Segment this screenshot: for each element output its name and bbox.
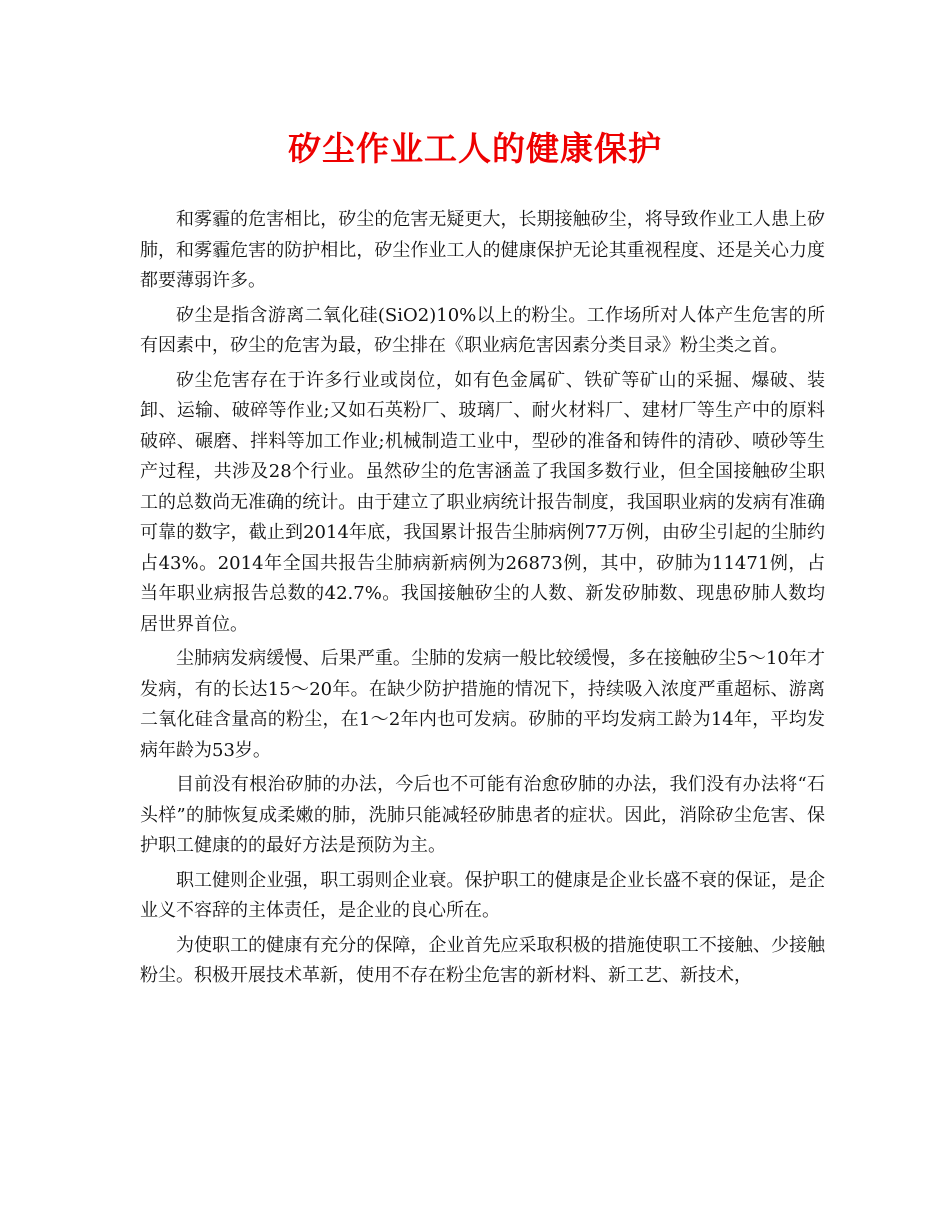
paragraph: 尘肺病发病缓慢、后果严重。尘肺的发病一般比较缓慢，多在接触矽尘5～10年才发病，有的长达15～20年。在缺少防护措施的情况下，持续吸入浓度严重超标、游离二氧化硅含量高的粉尘，在1～2年内也可发病。矽肺的平均发病工龄为14年，平均发病年龄为53岁。 — [140, 648, 825, 761]
paragraph: 矽尘危害存在于许多行业或岗位，如有色金属矿、铁矿等矿山的采掘、爆破、装卸、运输、破碎等作业;又如石英粉厂、玻璃厂、耐火材料厂、建材厂等生产中的原料破碎、碾磨、拌料等加工作业;机械制造工业中，型砂的准备和铸件的清砂、喷砂等生产过程，共涉及28个行业。虽然矽尘的危害涵盖了我国多数行业，但全国接触矽尘职工的总数尚无准确的统计。由于建立了职业病统计报告制度，我国职业病的发病有准确可靠的数字，截止到2014年底，我国累计报告尘肺病例77万例，由矽尘引起的尘肺约占43%。2014年全国共报告尘肺病新病例为26873例，其中，矽肺为11471例，占当年职业病报告总数的42.7%。我国接触矽尘的人数、新发矽肺数、现患矽肺人数均居世界首位。 — [140, 369, 825, 635]
paragraph: 职工健则企业强，职工弱则企业衰。保护职工的健康是企业长盛不衰的保证，是企业义不容辞的主体责任，是企业的良心所在。 — [140, 869, 825, 921]
paragraph: 目前没有根治矽肺的办法，今后也不可能有治愈矽肺的办法，我们没有办法将“石头样”的肺恢复成柔嫩的肺，洗肺只能减轻矽肺患者的症状。因此，消除矽尘危害、保护职工健康的的最好方法是预防为主。 — [140, 774, 825, 856]
document-body — [140, 205, 825, 996]
paragraph: 为使职工的健康有充分的保障，企业首先应采取积极的措施使职工不接触、少接触粉尘。积极开展技术革新，使用不存在粉尘危害的新材料、新工艺、新技术， — [140, 934, 825, 986]
document-title: 矽尘作业工人的健康保护 — [288, 129, 662, 168]
paragraph: 和雾霾的危害相比，矽尘的危害无疑更大，长期接触矽尘，将导致作业工人患上矽肺，和雾霾危害的防护相比，矽尘作业工人的健康保护无论其重视程度、还是关心力度都要薄弱许多。 — [140, 209, 825, 291]
paragraph: 矽尘是指含游离二氧化硅(SiO2)10%以上的粉尘。工作场所对人体产生危害的所有因素中，矽尘的危害为最，矽尘排在《职业病危害因素分类目录》粉尘类之首。 — [140, 304, 825, 356]
